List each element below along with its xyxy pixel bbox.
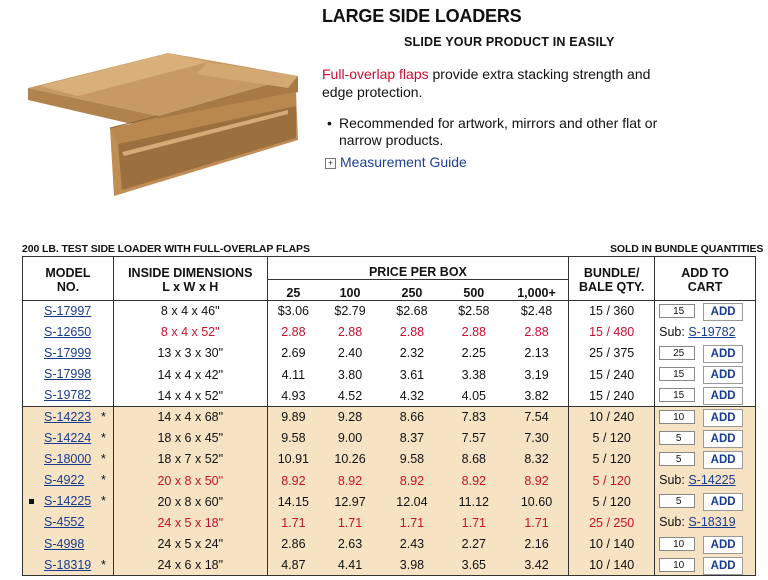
- cart-cell: [655, 364, 756, 385]
- price-500-cell: $2.58: [458, 304, 490, 319]
- header-price-100: 100: [319, 280, 381, 301]
- model-link[interactable]: S-4998: [44, 536, 85, 551]
- header-price: PRICE PER BOX: [267, 257, 569, 280]
- price-250-cell: $2.68: [396, 304, 428, 319]
- price-500-cell: 2.88: [461, 325, 487, 340]
- price-1000-cell: 3.19: [524, 367, 549, 382]
- table-row: [23, 343, 756, 364]
- cart-cell: [655, 343, 756, 364]
- model-cell: [23, 364, 114, 385]
- header-bundle: BUNDLE/: [569, 257, 655, 280]
- header-model-sub: NO.: [23, 280, 114, 301]
- star-marker: *: [101, 451, 106, 466]
- model-cell: [23, 470, 114, 491]
- dimensions-cell: 14 x 4 x 52": [113, 385, 267, 406]
- bundle-cell: 10 / 140: [569, 555, 655, 576]
- add-to-cart-button[interactable]: ADD: [703, 345, 743, 363]
- price-100-cell: 10.26: [319, 449, 381, 470]
- cart-cell: [655, 491, 756, 512]
- bundle-cell: 5 / 120: [569, 428, 655, 449]
- add-to-cart-button[interactable]: ADD: [703, 430, 743, 448]
- quantity-input[interactable]: 15: [659, 304, 695, 318]
- substitute-link[interactable]: S-18319: [688, 515, 736, 530]
- header-dimensions: INSIDE DIMENSIONS: [113, 257, 267, 280]
- table-row: [23, 491, 756, 512]
- dimensions-cell: 18 x 7 x 52": [113, 449, 267, 470]
- cart-cell: [655, 449, 756, 470]
- model-cell: [23, 343, 114, 364]
- star-marker: *: [101, 557, 106, 572]
- price-100-cell: 2.40: [337, 346, 363, 361]
- substitute-link[interactable]: S-19782: [688, 324, 736, 339]
- product-description: [322, 65, 682, 101]
- quantity-input[interactable]: 10: [659, 537, 695, 551]
- quantity-input[interactable]: 5: [659, 452, 695, 466]
- price-500-cell: 8.68: [443, 449, 505, 470]
- add-to-cart-button[interactable]: ADD: [703, 451, 743, 469]
- cart-cell: [655, 301, 756, 322]
- table-row: [23, 364, 756, 385]
- price-250-cell: 2.43: [381, 534, 443, 555]
- bundle-cell: 5 / 120: [569, 449, 655, 470]
- price-100-cell: 9.00: [319, 428, 381, 449]
- model-link[interactable]: S-4552: [44, 515, 85, 530]
- add-to-cart-button[interactable]: ADD: [703, 409, 743, 427]
- bundle-cell: 25 / 375: [569, 343, 655, 364]
- model-link[interactable]: S-18319: [44, 557, 92, 572]
- header-price-25: 25: [267, 280, 319, 301]
- selected-marker-icon: [29, 499, 34, 504]
- price-25-cell: 10.91: [267, 449, 319, 470]
- quantity-input[interactable]: 25: [659, 346, 695, 360]
- model-link[interactable]: S-4922: [44, 473, 85, 487]
- model-link[interactable]: S-17998: [44, 367, 92, 382]
- substitute-label: Sub:: [659, 324, 689, 339]
- price-500-cell: 3.38: [461, 367, 487, 382]
- price-25-cell: 2.69: [267, 343, 319, 364]
- price-100-cell: 12.97: [319, 491, 381, 512]
- star-marker: *: [101, 473, 106, 487]
- price-25-cell: 9.58: [267, 428, 319, 449]
- page-title: LARGE SIDE LOADERS: [322, 6, 522, 26]
- price-500-cell: 2.27: [443, 534, 505, 555]
- header-price-1000: 1,000+: [505, 280, 569, 301]
- table-row: [23, 301, 756, 322]
- price-1000-cell: 2.16: [505, 534, 569, 555]
- dimensions-cell: 13 x 3 x 30": [113, 343, 267, 364]
- product-table: [22, 256, 756, 576]
- model-link[interactable]: S-17999: [44, 345, 92, 360]
- model-cell: [23, 301, 114, 322]
- cart-cell: [655, 428, 756, 449]
- model-link[interactable]: S-14223: [44, 409, 92, 424]
- add-to-cart-button[interactable]: ADD: [703, 536, 743, 554]
- table-row: [23, 322, 756, 343]
- quantity-input[interactable]: 15: [659, 367, 695, 381]
- price-1000-cell: 3.42: [505, 555, 569, 576]
- price-25-cell: 1.71: [267, 512, 319, 533]
- model-cell: [23, 322, 114, 343]
- price-250-cell: 12.04: [381, 491, 443, 512]
- table-caption: 200 LB. TEST SIDE LOADER WITH FULL-OVERLAP FLAPS: [22, 243, 310, 255]
- cart-cell: [655, 555, 756, 576]
- page-subtitle: SLIDE YOUR PRODUCT IN EASILY: [404, 35, 615, 49]
- header-dimensions-sub: L x W x H: [113, 280, 267, 301]
- header-price-250: 250: [381, 280, 443, 301]
- price-1000-cell: 2.88: [524, 325, 549, 340]
- substitute-note: [659, 473, 735, 487]
- model-link[interactable]: S-14225: [44, 494, 92, 509]
- price-25-cell: 8.92: [267, 470, 319, 491]
- model-link[interactable]: S-18000: [44, 451, 92, 466]
- cart-cell: [655, 385, 756, 406]
- model-cell: [23, 449, 114, 470]
- price-250-cell: 3.98: [381, 555, 443, 576]
- dimensions-cell: 8 x 4 x 46": [113, 301, 267, 322]
- dimensions-cell: 20 x 8 x 60": [113, 491, 267, 512]
- table-row: [23, 406, 756, 427]
- add-to-cart-button[interactable]: ADD: [703, 557, 743, 575]
- dimensions-cell: 14 x 4 x 68": [113, 406, 267, 427]
- price-250-cell: 3.61: [399, 367, 425, 382]
- price-100-cell: 4.52: [337, 388, 363, 403]
- table-row: [23, 534, 756, 555]
- cart-cell: [655, 534, 756, 555]
- substitute-note: [659, 515, 735, 529]
- model-link[interactable]: S-19782: [44, 388, 92, 403]
- model-cell: [23, 428, 114, 449]
- price-500-cell: 7.57: [443, 428, 505, 449]
- bullet-dot-icon: •: [327, 115, 332, 131]
- price-25-cell: 4.93: [267, 385, 319, 406]
- feature-highlight: Full-overlap flaps: [322, 66, 429, 82]
- dimensions-cell: 24 x 5 x 18": [113, 512, 267, 533]
- price-25-cell: 4.11: [267, 364, 319, 385]
- bullet-text: Recommended for artwork, mirrors and other flat or narrow products.: [339, 115, 658, 148]
- header-cart-sub: CART: [655, 280, 756, 301]
- model-link[interactable]: S-12650: [44, 324, 92, 339]
- add-to-cart-button[interactable]: ADD: [703, 493, 743, 511]
- quantity-input[interactable]: 10: [659, 410, 695, 424]
- price-25-cell: 9.89: [267, 406, 319, 427]
- price-250-cell: 8.92: [381, 470, 443, 491]
- price-100-cell: 1.71: [319, 512, 381, 533]
- star-marker: *: [101, 430, 106, 445]
- plus-icon: +: [325, 158, 336, 169]
- price-1000-cell: 1.71: [505, 512, 569, 533]
- dimensions-cell: 14 x 4 x 42": [113, 364, 267, 385]
- dimensions-cell: 8 x 4 x 52": [113, 322, 267, 343]
- price-100-cell: 2.63: [319, 534, 381, 555]
- substitute-link[interactable]: S-14225: [688, 473, 736, 487]
- side-loader-box-image: [18, 48, 308, 198]
- table-row: [23, 470, 756, 491]
- bundle-caption: SOLD IN BUNDLE QUANTITIES: [610, 243, 764, 255]
- price-500-cell: 7.83: [443, 406, 505, 427]
- bundle-cell: 15 / 240: [569, 385, 655, 406]
- header-cart: ADD TO: [655, 257, 756, 280]
- price-1000-cell: 7.54: [505, 406, 569, 427]
- dimensions-cell: 24 x 6 x 18": [113, 555, 267, 576]
- dimensions-cell: 20 x 8 x 50": [113, 470, 267, 491]
- bundle-cell: 25 / 250: [569, 512, 655, 533]
- bundle-cell: 15 / 240: [569, 364, 655, 385]
- price-250-cell: 4.32: [399, 388, 425, 403]
- model-cell: [23, 555, 114, 576]
- price-1000-cell: 10.60: [505, 491, 569, 512]
- cart-cell: [655, 470, 756, 491]
- cart-cell: [655, 512, 756, 533]
- table-body: [23, 301, 756, 576]
- quantity-input[interactable]: 15: [659, 388, 695, 402]
- measurement-guide-link[interactable]: [325, 154, 467, 170]
- star-marker: *: [101, 409, 106, 424]
- model-cell: [23, 406, 114, 427]
- price-100-cell: 9.28: [319, 406, 381, 427]
- price-250-cell: 8.37: [381, 428, 443, 449]
- price-500-cell: 1.71: [443, 512, 505, 533]
- price-500-cell: 4.05: [461, 388, 487, 403]
- price-100-cell: 3.80: [337, 367, 363, 382]
- price-250-cell: 8.66: [381, 406, 443, 427]
- bundle-cell: 5 / 120: [569, 491, 655, 512]
- price-1000-cell: 3.82: [524, 388, 549, 403]
- price-500-cell: 8.92: [443, 470, 505, 491]
- add-to-cart-button[interactable]: ADD: [703, 387, 743, 405]
- model-cell: [23, 512, 114, 533]
- product-hero: [0, 0, 768, 235]
- cart-cell: [655, 322, 756, 343]
- model-link[interactable]: S-14224: [44, 430, 92, 445]
- header-model: MODEL: [45, 265, 91, 280]
- quantity-input[interactable]: 10: [659, 558, 695, 572]
- price-25-cell: 2.88: [267, 322, 319, 343]
- model-link[interactable]: S-17997: [44, 304, 92, 318]
- quantity-input[interactable]: 5: [659, 494, 695, 508]
- table-row: [23, 555, 756, 576]
- bundle-cell: 5 / 120: [569, 470, 655, 491]
- cart-cell: [655, 406, 756, 427]
- model-cell: [23, 385, 114, 406]
- model-cell: [23, 491, 114, 512]
- price-250-cell: 2.88: [399, 325, 425, 340]
- quantity-input[interactable]: 5: [659, 431, 695, 445]
- price-250-cell: 9.58: [381, 449, 443, 470]
- price-250-cell: 2.32: [399, 346, 425, 361]
- price-1000-cell: 7.30: [505, 428, 569, 449]
- price-100-cell: $2.79: [334, 304, 366, 319]
- add-to-cart-button[interactable]: ADD: [703, 303, 743, 321]
- price-500-cell: 3.65: [443, 555, 505, 576]
- price-1000-cell: $2.48: [520, 304, 553, 319]
- table-row: [23, 449, 756, 470]
- price-25-cell: 14.15: [267, 491, 319, 512]
- dimensions-cell: 24 x 5 x 24": [113, 534, 267, 555]
- star-marker: *: [101, 494, 106, 509]
- bundle-cell: 15 / 360: [569, 301, 655, 322]
- price-25-cell: $3.06: [267, 301, 319, 322]
- add-to-cart-button[interactable]: ADD: [703, 366, 743, 384]
- price-1000-cell: 2.13: [524, 346, 549, 361]
- substitute-label: Sub:: [659, 515, 689, 530]
- dimensions-cell: 18 x 6 x 45": [113, 428, 267, 449]
- price-1000-cell: 8.32: [505, 449, 569, 470]
- price-100-cell: 8.92: [319, 470, 381, 491]
- price-1000-cell: 8.92: [505, 470, 569, 491]
- price-25-cell: 2.86: [267, 534, 319, 555]
- price-25-cell: 4.87: [267, 555, 319, 576]
- header-bundle-sub: BALE QTY.: [569, 280, 655, 301]
- description-text: provide extra stacking strength and edge protection.: [322, 66, 651, 100]
- bundle-cell: 10 / 140: [569, 534, 655, 555]
- price-500-cell: 11.12: [443, 491, 505, 512]
- price-100-cell: 4.41: [319, 555, 381, 576]
- price-500-cell: 2.25: [461, 346, 487, 361]
- substitute-label: Sub:: [659, 473, 689, 487]
- model-cell: [23, 534, 114, 555]
- table-row: [23, 428, 756, 449]
- table-row: [23, 512, 756, 533]
- price-250-cell: 1.71: [381, 512, 443, 533]
- bundle-cell: 15 / 480: [569, 322, 655, 343]
- table-row: [23, 385, 756, 406]
- bundle-cell: 10 / 240: [569, 406, 655, 427]
- price-100-cell: 2.88: [337, 325, 363, 340]
- measurement-guide-label: Measurement Guide: [340, 154, 467, 170]
- header-price-500: 500: [443, 280, 505, 301]
- substitute-note: [659, 325, 735, 339]
